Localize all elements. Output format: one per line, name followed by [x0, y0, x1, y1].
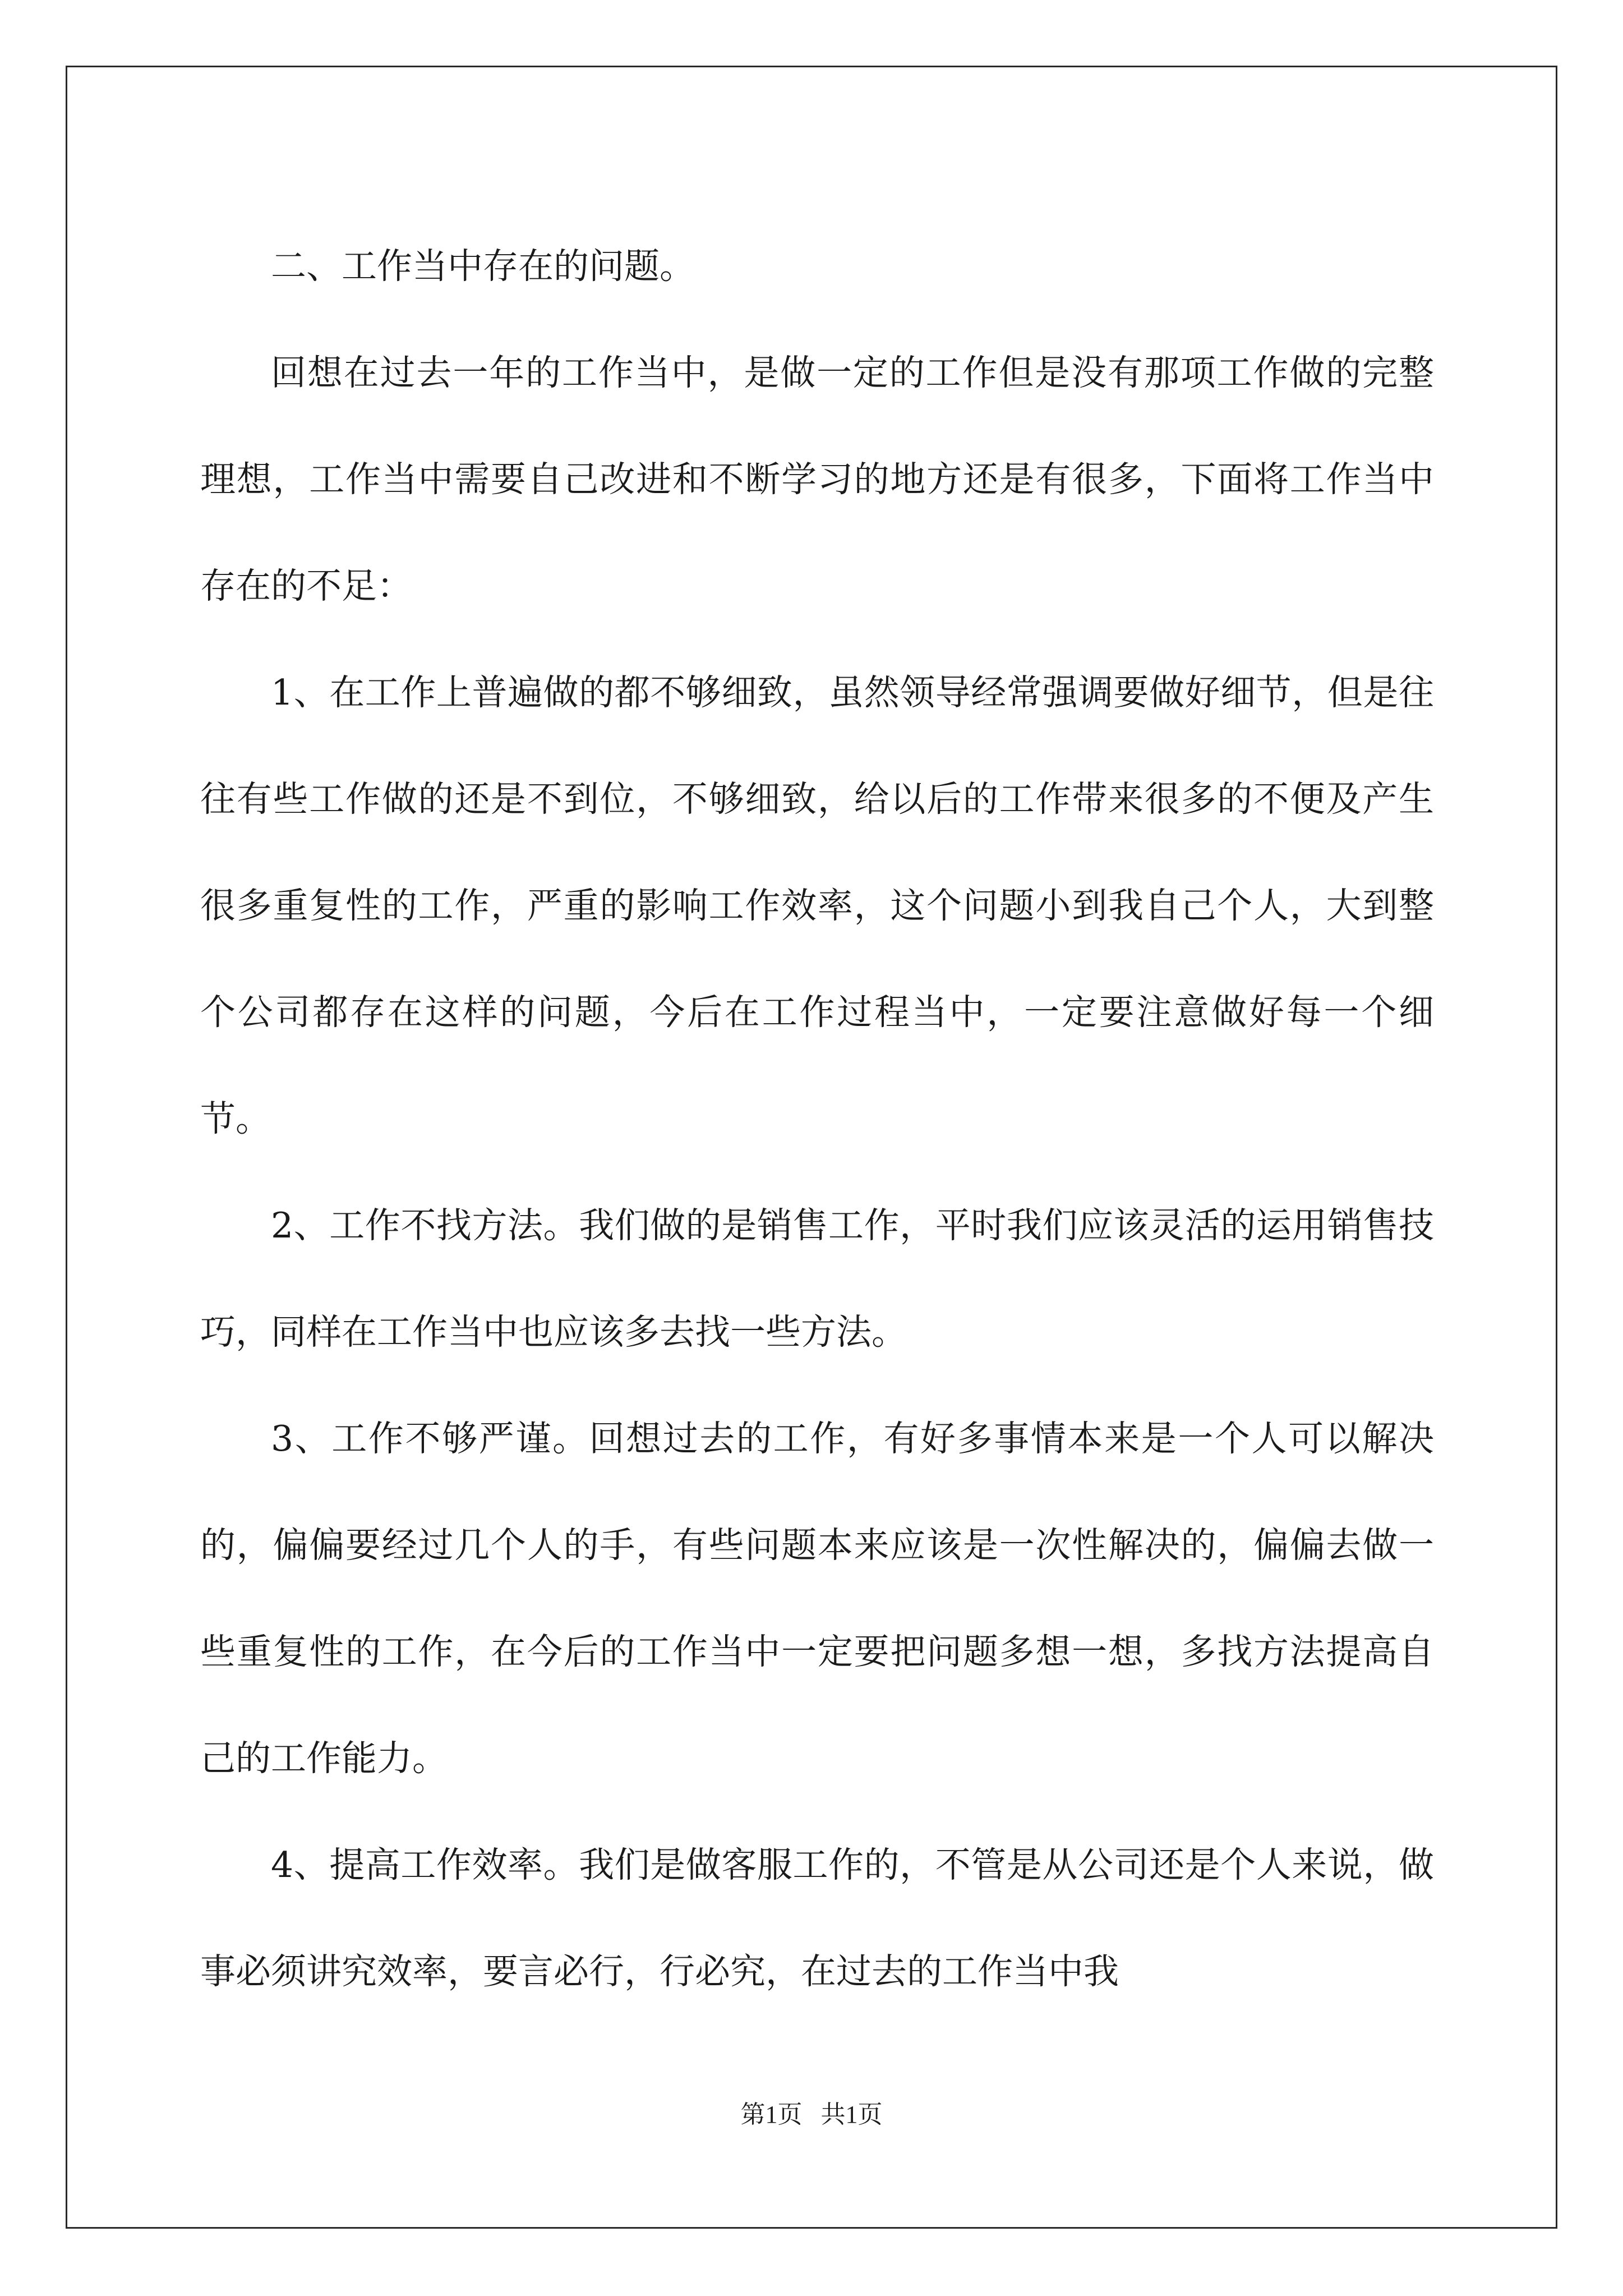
paragraph-intro: 回想在过去一年的工作当中，是做一定的工作但是没有那项工作做的完整理想，工作当中需要自己改进和不断学习的地方还是有很多，下面将工作当中存在的不足： — [200, 352, 1434, 606]
paragraph-item-4: 4、提高工作效率。我们是做客服工作的，不管是从公司还是个人来说，做事必须讲究效率，要言必行，行必究，在过去的工作当中我 — [200, 1844, 1434, 1992]
page-number-footer: 第1页 共1页 — [740, 2101, 883, 2128]
document-body — [200, 213, 1434, 2025]
paragraph-item-3: 3、工作不够严谨。回想过去的工作，有好多事情本来是一个人可以解决的，偏偏要经过几个人的手，有些问题本来应该是一次性解决的，偏偏去做一些重复性的工作，在今后的工作当中一定要把问题多想一想，多找方法提高自己的工作能力。 — [200, 1418, 1434, 1779]
paragraph-item-1: 1、在工作上普遍做的都不够细致，虽然领导经常强调要做好细节，但是往往有些工作做的还是不到位，不够细致，给以后的工作带来很多的不便及产生很多重复性的工作，严重的影响工作效率，这个问题小到我自己个人，大到整个公司都存在这样的问题，今后在工作过程当中，一定要注意做好每一个细节。 — [200, 672, 1434, 1139]
section-heading: 二、工作当中存在的问题。 — [271, 246, 695, 287]
paragraph-item-2: 2、工作不找方法。我们做的是销售工作，平时我们应该灵活的运用销售技巧，同样在工作当中也应该多去找一些方法。 — [200, 1205, 1434, 1352]
